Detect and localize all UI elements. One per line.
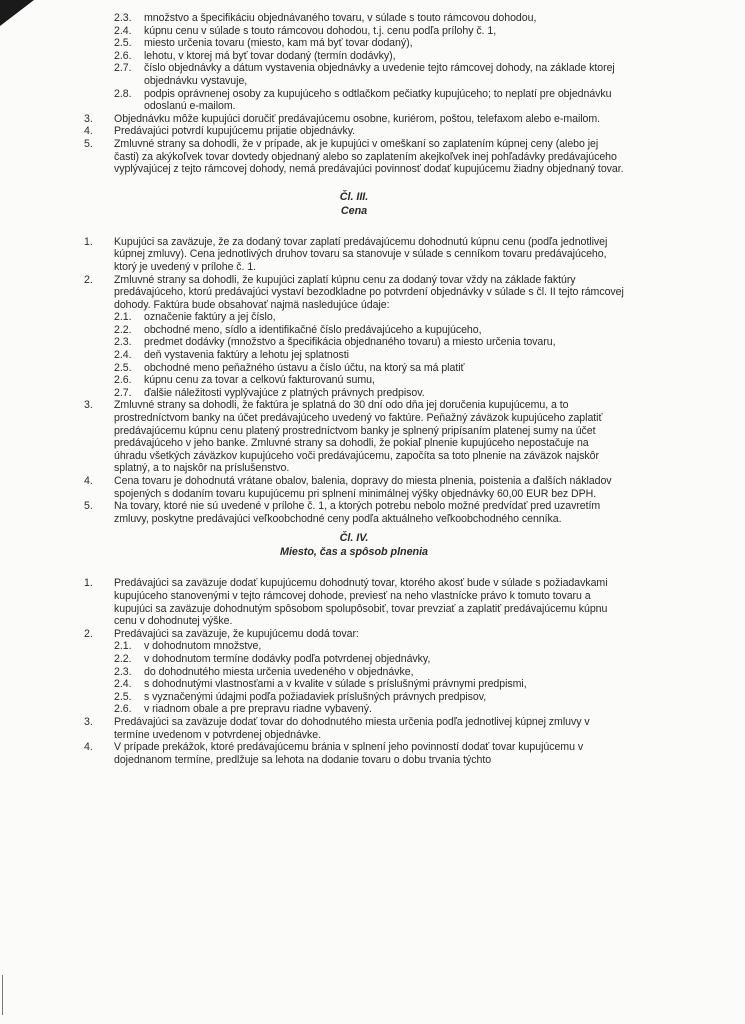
item-number: 2.6. [114,703,132,716]
item-text: v riadnom obale a pre prepravu riadne vybavený. [144,703,372,716]
item-text: Na tovary, ktoré nie sú uvedené v prílohe č. 1, a ktorých potrebu nebolo možné predvídať pred uzavretím zmluvy, poskytne predávajúci veľkoobchodné ceny podľa aktuálneho veľkoobchodného cenníka. [114,500,601,525]
list-item [84,274,624,312]
list-item [84,236,624,274]
list-item [114,666,624,679]
item-text: číslo objednávky a dátum vystavenia objednávky a uvedenie tejto rámcovej dohody, na základe ktorej objednávku vystavuje, [144,62,615,87]
item-number: 2.6. [114,49,132,62]
item-text: Zmluvné strany sa dohodli, že kupujúci zaplatí kúpnu cenu za dodaný tovar vždy na základe faktúry predávajúceho, ktorú predávajúci vystaví bezodkladne po potvrdení objednávky v súlade s čl. II tejto rámcovej dohody. Faktúra bude obsahovať najmä nasledujúce údaje: [114,273,624,311]
list-item [114,362,624,375]
item-number: 2. [84,627,93,640]
item-number: 2.5. [114,690,132,703]
list-item [114,88,624,113]
item-number: 2.7. [114,386,132,399]
item-number: 2.2. [114,323,132,336]
list-item [114,37,624,50]
item-number: 3. [84,112,93,125]
item-number: 5. [84,500,93,513]
item-number: 4. [84,475,93,487]
list-item [114,349,624,362]
list-item [114,311,624,324]
item-text: Predávajúci sa zaväzuje dodať kupujúcemu dohodnutý tovar, ktorého akosť bude v súlade s požiadavkami kupujúceho stanovenými v tejto rámcovej dohode, previesť na neho vlastnícke právo k tomuto tovaru a kupujúci sa zaväzuje dohodnutým spôsobom spolupôsobiť, tovar prevziať a zaplatiť predávajúcemu kúpnu cenu v dohodnutej výške. [114,577,608,628]
item-number: 2.1. [114,311,132,324]
item-text: deň vystavenia faktúry a lehotu jej splatnosti [144,349,349,362]
item-number: 2.4. [114,678,132,691]
item-text: kúpnu cenu v súlade s touto rámcovou dohodou, t.j. cenu podľa prílohy č. 1, [144,24,497,37]
list-item [114,324,624,337]
list-item [84,475,624,500]
article-number: Čl. III. [339,190,369,203]
document-body [84,12,624,766]
list-item [84,113,624,126]
item-number: 2.3. [114,665,132,678]
item-number: 2.2. [114,652,132,665]
top-items [84,113,624,176]
top-sublist [84,12,624,113]
item-number: 2.1. [114,640,132,653]
item-text: V prípade prekážok, ktoré predávajúcemu bránia v splnení jeho povinností dodať tovar kupujúcemu v dojednanom termíne, predlžuje sa lehota na dodanie tovaru o dobu trvania týchto [114,741,584,766]
item-text: množstvo a špecifikáciu objednávaného tovaru, v súlade s touto rámcovou dohodou, [144,12,537,24]
item-number: 2.4. [114,24,132,37]
list-item [84,577,624,627]
article-3-items [84,236,624,526]
item-text: Cena tovaru je dohodnutá vrátane obalov, balenia, dopravy do miesta plnenia, poistenia a ďalších nákladov spojených s dodaním tovaru kupujúcemu pri splnení minimálnej výšky objednávky 60,00 EUR bez DPH. [114,475,612,500]
scan-edge-mark [2,975,3,1015]
article-number: Čl. IV. [339,532,369,545]
item-number: 2.8. [114,87,132,100]
item-text: Zmluvné strany sa dohodli, že faktúra je splatná do 30 dní odo dňa jej doručenia kupujúcemu, a to prostredníctvom banky na účet predávajúceho uvedený vo faktúre. Peňažný záväzok kupujúceho zaplatiť predávajúcemu kúpnu cenu platený prostredníctvom banky je splnený pripísaním platenej sumy na účet predávajúceho v jeho banke. Zmluvné strany sa dohodli, že pokiaľ plnenie kupujúceho nepostačuje na úhradu všetkých záväzkov kupujúceho voči predávajúcemu, započíta sa toto plnenie na záväzok najskôr splatný, a to najskôr na príslušenstvo. [114,399,603,475]
list-item [114,336,624,349]
list-item [114,703,624,716]
item-number: 2.5. [114,361,132,374]
item-number: 2.3. [114,336,132,349]
item-text: kúpnu cenu za tovar a celkovú fakturovanú sumu, [144,374,375,387]
item-number: 4. [84,741,93,754]
item-text: Predávajúci potvrdí kupujúcemu prijatie objednávky. [114,125,356,138]
item-text: miesto určenia tovaru (miesto, kam má byť tovar dodaný), [144,37,413,50]
list-item [84,500,624,525]
item-text: v dohodnutom termíne dodávky podľa potvrdenej objednávky, [144,652,431,665]
item-number: 1. [84,577,93,590]
item-text: s dohodnutými vlastnosťami a v kvalite v súlade s príslušnými právnymi predpismi, [144,678,527,691]
list-item [114,50,624,63]
list-item [114,62,624,87]
item-number: 2. [84,273,93,286]
item-text: obchodné meno, sídlo a identifikačné číslo predávajúceho a kupujúceho, [144,323,482,336]
list-item [84,125,624,138]
list-item [114,25,624,38]
item-text: s vyznačenými údajmi podľa požiadaviek príslušných právnych predpisov, [144,690,487,703]
item-text: Predávajúci sa zaväzuje, že kupujúcemu dodá tovar: [114,627,359,640]
list-item [114,12,624,25]
list-item [84,716,624,741]
item-number: 3. [84,399,93,412]
item-text: Objednávku môže kupujúci doručiť predávajúcemu osobne, kuriérom, poštou, telefaxom alebo e-mailom. [114,112,601,125]
item-number: 3. [84,715,93,728]
item-text: do dohodnutého miesta určenia uvedeného v objednávke, [144,665,414,678]
article-title: Cena [340,204,368,217]
item-number: 2.3. [114,12,132,24]
item-text: predmet dodávky (množstvo a špecifikácia objednaného tovaru) a miesto určenia tovaru, [144,336,556,349]
item-number: 1. [84,235,93,248]
item-number: 5. [84,137,93,150]
list-item [114,640,624,653]
list-item [84,741,624,766]
item-number: 4. [84,125,93,138]
list-item [84,628,624,641]
item-number: 2.4. [114,349,132,362]
item-number: 2.5. [114,37,132,50]
list-item [84,138,624,176]
item-number: 2.6. [114,374,132,387]
list-item [114,678,624,691]
list-item [84,399,624,475]
article-title: Miesto, čas a spôsob plnenia [280,546,428,559]
item-text: Zmluvné strany sa dohodli, že v prípade, ak je kupujúci v omeškaní so zaplatením kúpnej ceny (alebo jej časti) za akýkoľvek tovar dovtedy objednaný alebo so zaplatením akejkoľvek inej pohľadávky predávajúceho vyplývajúcej z tejto rámcovej dohody, nemá predávajúci povinnosť dodať kupujúcemu žiadny objednaný tovar. [114,137,624,176]
item-number: 2.7. [114,62,132,75]
article-4-items [84,577,624,766]
item-text: Predávajúci sa zaväzuje dodať tovar do dohodnutého miesta určenia podľa jednotlivej kúpnej zmluvy v termíne uvedenom v potvrdenej objednávke. [114,715,590,741]
list-item [114,387,624,400]
list-item [114,691,624,704]
item-text: lehotu, v ktorej má byť tovar dodaný (termín dodávky), [144,49,396,62]
item-text: Kupujúci sa zaväzuje, že za dodaný tovar zaplatí predávajúcemu dohodnutú kúpnu cenu (podľa jednotlivej kúpnej zmluvy). Cena jednotlivých druhov tovaru sa stanovuje v súlade s cenníkom tovaru predávajúceho, ktorý je uvedený v prílohe č. 1. [114,235,608,273]
list-item [114,653,624,666]
item-text: v dohodnutom množstve, [144,640,262,653]
item-text: podpis oprávnenej osoby za kupujúceho s odtlačkom pečiatky kupujúceho; to neplatí pre objednávku odoslanú e-mailom. [144,87,612,113]
scan-corner-mark [0,0,34,26]
item-text: označenie faktúry a jej číslo, [144,311,276,324]
item-text: ďalšie náležitosti vyplývajúce z platných právnych predpisov. [144,386,425,399]
item-text: obchodné meno peňažného ústavu a číslo účtu, na ktorý sa má platiť [144,361,465,374]
list-item [114,374,624,387]
